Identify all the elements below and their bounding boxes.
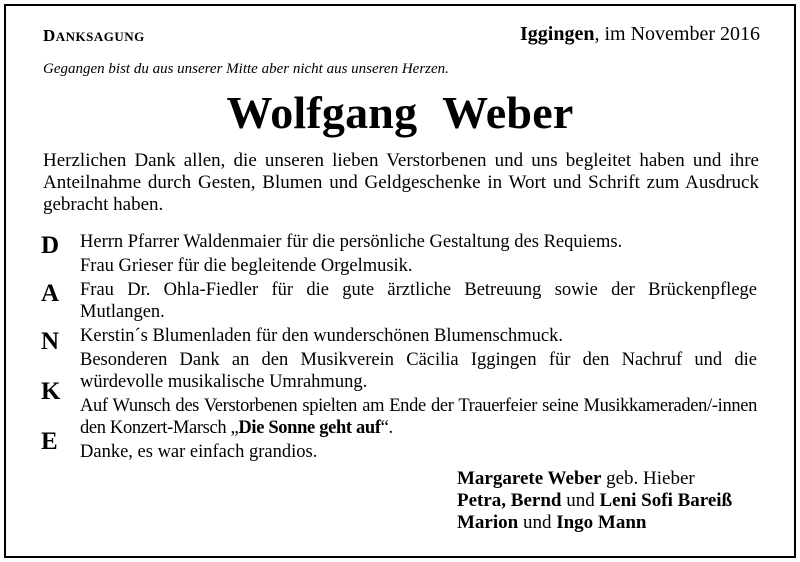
thanks-item: Frau Grieser für die begleitende Orgelmusik. — [80, 256, 413, 276]
maiden-name: geb. Hieber — [601, 468, 695, 489]
thanks-item: Besonderen Dank an den Musikverein Cäcilia Iggingen für den Nachruf und die würdevolle musikalische Umrahmung. — [80, 350, 757, 392]
signature-line-2 — [457, 490, 732, 512]
march-title: Die Sonne geht auf — [238, 418, 381, 438]
heading-initial: D — [43, 26, 56, 45]
danke-letter-k: K — [41, 378, 61, 405]
thanks-list — [80, 231, 757, 463]
danke-letter-n: N — [41, 328, 60, 355]
danke-letter-a: A — [41, 280, 60, 307]
signer-name: Leni Sofi Bareiß — [599, 490, 733, 511]
signer-name: Margarete Weber — [457, 468, 602, 489]
signature-line-1 — [457, 468, 732, 490]
danke-letter-e: E — [41, 428, 58, 455]
signature-block — [457, 468, 732, 534]
heading-rest: ANKSAGUNG — [55, 29, 145, 44]
closing-line: Danke, es war einfach grandios. — [80, 442, 318, 462]
notice-heading — [43, 26, 145, 46]
signer-name: Petra, Bernd — [457, 490, 562, 511]
date-text: , im November 2016 — [594, 23, 760, 45]
signer-name: Ingo Mann — [556, 512, 647, 533]
thanks-item: Herrn Pfarrer Waldenmaier für die persönliche Gestaltung des Requiems. — [80, 232, 623, 252]
conjunction: und — [518, 512, 557, 533]
thanks-item: Frau Dr. Ohla-Fiedler für die gute ärztliche Betreuung sowie der Brückenpflege Mutlangen. — [80, 280, 757, 322]
thanks-item: Kerstin´s Blumenladen für den wunderschönen Blumenschmuck. — [80, 326, 563, 346]
motto-line: Gegangen bist du aus unserer Mitte aber nicht aus unseren Herzen. — [43, 61, 449, 77]
deceased-name: Wolfgang Weber — [226, 87, 574, 138]
intro-paragraph: Herzlichen Dank allen, die unseren lieben Verstorbenen und uns begleitet haben und ihre Anteilnahme durch Gesten, Blumen und Geldgeschenke in Wort und Schrift zum Ausdruck gebracht haben. — [43, 150, 759, 215]
signature-line-3 — [457, 512, 732, 534]
signer-name: Marion — [457, 512, 519, 533]
wish-text-end: “. — [380, 418, 393, 438]
place-date — [520, 23, 760, 46]
danke-letter-d: D — [41, 232, 60, 259]
wish-item — [80, 395, 757, 439]
wish-text: Auf Wunsch des Verstorbenen spielten am Ende der Trauerfeier seine Musikkameraden/-innen den Konzert-Marsch „ — [80, 396, 757, 438]
conjunction: und — [561, 490, 600, 511]
place-name: Iggingen — [520, 23, 595, 45]
